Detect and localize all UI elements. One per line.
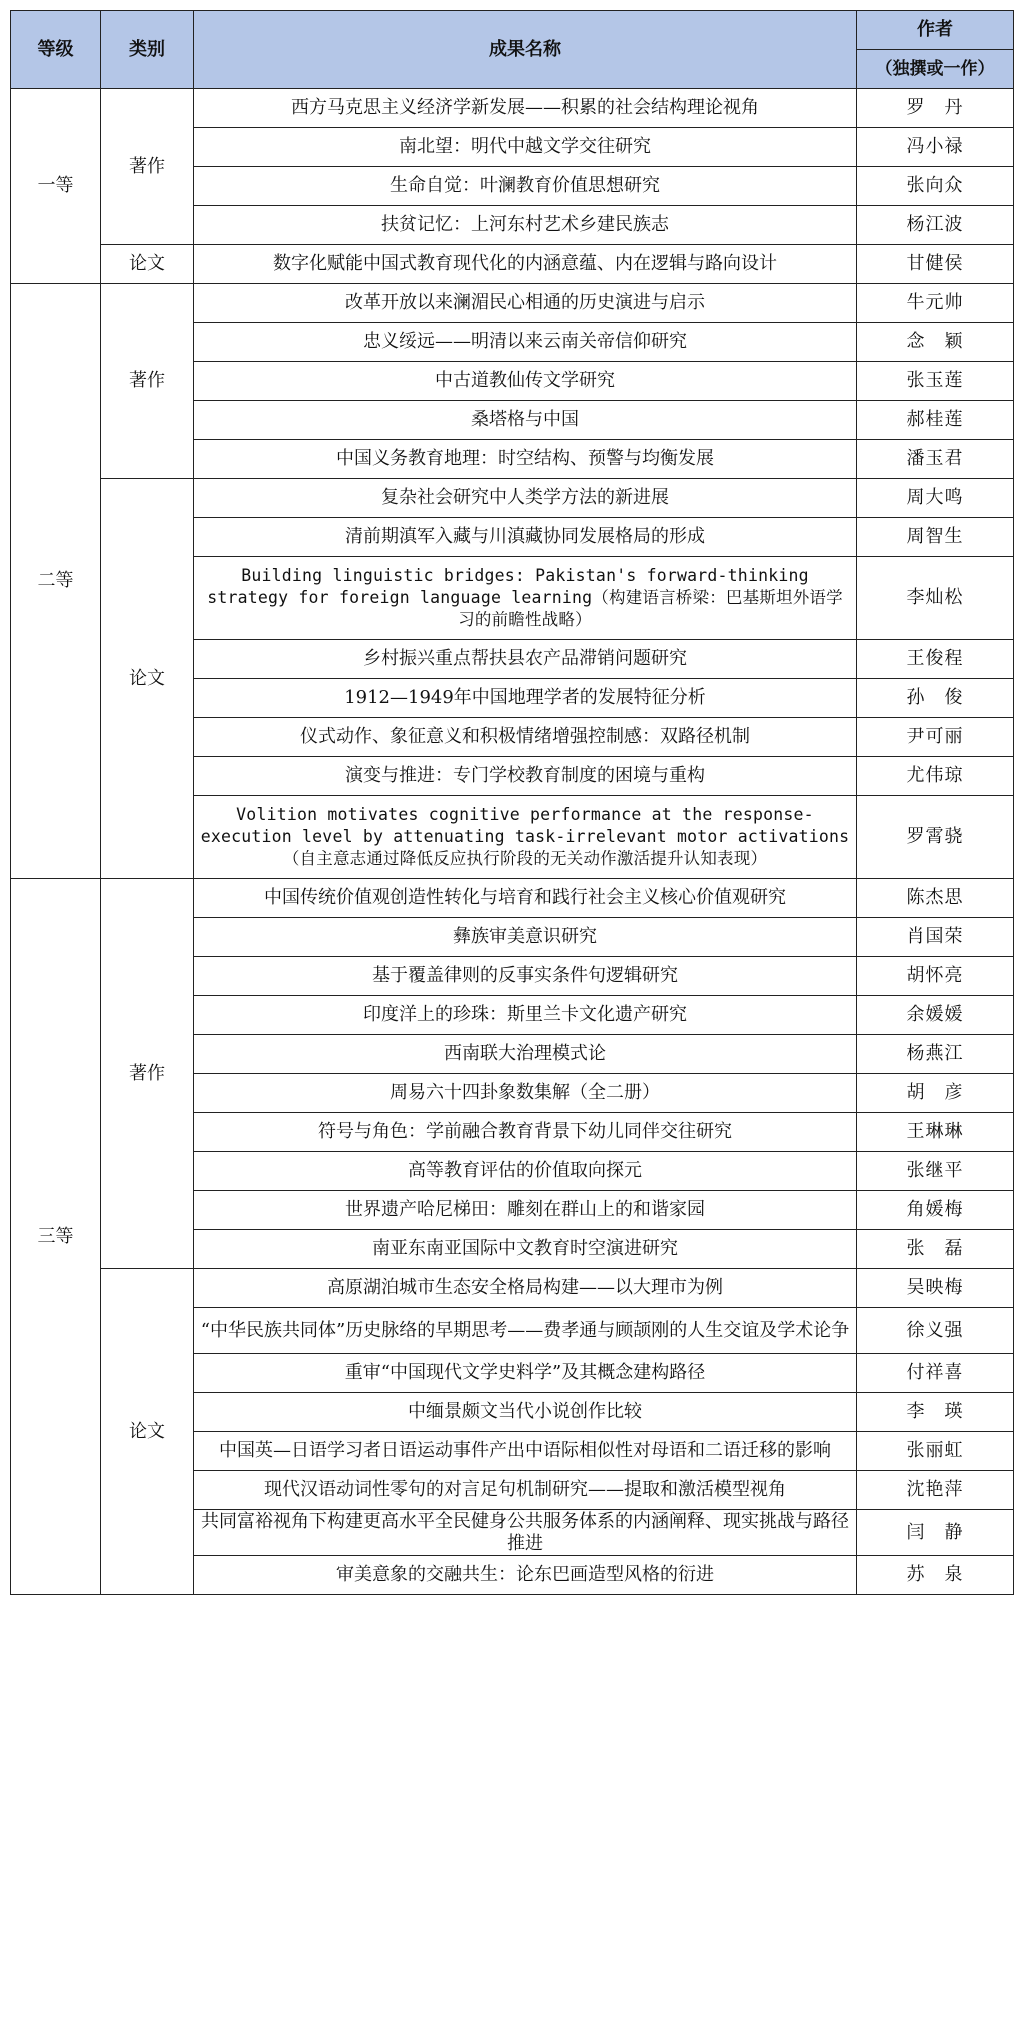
author-cell: 余媛媛 bbox=[857, 996, 1014, 1035]
title-cell: 世界遗产哈尼梯田：雕刻在群山上的和谐家园 bbox=[194, 1191, 857, 1230]
title-cell: “中华民族共同体”历史脉络的早期思考——费孝通与顾颉刚的人生交谊及学术论争 bbox=[194, 1308, 857, 1354]
table-row bbox=[11, 1269, 1014, 1308]
title-cell: 南北望：明代中越文学交往研究 bbox=[194, 128, 857, 167]
author-cell: 闫 静 bbox=[857, 1510, 1014, 1556]
title-cell: 复杂社会研究中人类学方法的新进展 bbox=[194, 479, 857, 518]
grade-cell: 一等 bbox=[11, 89, 101, 284]
title-cell: 中国义务教育地理：时空结构、预警与均衡发展 bbox=[194, 440, 857, 479]
title-cell: 忠义绥远——明清以来云南关帝信仰研究 bbox=[194, 323, 857, 362]
title-cell: Volition motivates cognitive performance at the response-execution level by attenuating task-irrelevant motor activations（自主意志通过降低反应执行阶段的无关动作激活提升认知表现） bbox=[194, 796, 857, 879]
author-cell: 张玉莲 bbox=[857, 362, 1014, 401]
author-cell: 李 瑛 bbox=[857, 1393, 1014, 1432]
header-title: 成果名称 bbox=[194, 11, 857, 89]
author-cell: 苏 泉 bbox=[857, 1556, 1014, 1595]
title-cell: 中缅景颇文当代小说创作比较 bbox=[194, 1393, 857, 1432]
title-cell: 生命自觉：叶澜教育价值思想研究 bbox=[194, 167, 857, 206]
title-cell: 高原湖泊城市生态安全格局构建——以大理市为例 bbox=[194, 1269, 857, 1308]
author-cell: 肖国荣 bbox=[857, 918, 1014, 957]
author-cell: 念 颖 bbox=[857, 323, 1014, 362]
author-cell: 冯小禄 bbox=[857, 128, 1014, 167]
title-cell: 扶贫记忆：上河东村艺术乡建民族志 bbox=[194, 206, 857, 245]
table-body bbox=[11, 89, 1014, 1595]
header-category: 类别 bbox=[101, 11, 194, 89]
grade-cell: 二等 bbox=[11, 284, 101, 879]
table-row bbox=[11, 89, 1014, 128]
title-cell: 高等教育评估的价值取向探元 bbox=[194, 1152, 857, 1191]
header-grade: 等级 bbox=[11, 11, 101, 89]
title-cell: 乡村振兴重点帮扶县农产品滞销问题研究 bbox=[194, 640, 857, 679]
author-cell: 甘健侯 bbox=[857, 245, 1014, 284]
title-cell: Building linguistic bridges: Pakistan's forward-thinking strategy for foreign language learning（构建语言桥梁：巴基斯坦外语学习的前瞻性战略） bbox=[194, 557, 857, 640]
title-cell: 西南联大治理模式论 bbox=[194, 1035, 857, 1074]
author-cell: 付祥喜 bbox=[857, 1354, 1014, 1393]
category-cell: 论文 bbox=[101, 245, 194, 284]
title-cell: 数字化赋能中国式教育现代化的内涵意蕴、内在逻辑与路向设计 bbox=[194, 245, 857, 284]
title-cell: 改革开放以来澜湄民心相通的历史演进与启示 bbox=[194, 284, 857, 323]
title-cell: 周易六十四卦象数集解（全二册） bbox=[194, 1074, 857, 1113]
author-cell: 尹可丽 bbox=[857, 718, 1014, 757]
author-cell: 周智生 bbox=[857, 518, 1014, 557]
author-cell: 周大鸣 bbox=[857, 479, 1014, 518]
category-cell: 论文 bbox=[101, 1269, 194, 1595]
category-cell: 著作 bbox=[101, 89, 194, 245]
author-cell: 王俊程 bbox=[857, 640, 1014, 679]
table-row bbox=[11, 245, 1014, 284]
author-cell: 郝桂莲 bbox=[857, 401, 1014, 440]
author-cell: 徐义强 bbox=[857, 1308, 1014, 1354]
title-cell: 南亚东南亚国际中文教育时空演进研究 bbox=[194, 1230, 857, 1269]
category-cell: 著作 bbox=[101, 879, 194, 1269]
title-cell: 中国传统价值观创造性转化与培育和践行社会主义核心价值观研究 bbox=[194, 879, 857, 918]
table-row bbox=[11, 879, 1014, 918]
author-cell: 沈艳萍 bbox=[857, 1471, 1014, 1510]
header-author-note: （独撰或一作） bbox=[857, 50, 1014, 89]
title-cell: 基于覆盖律则的反事实条件句逻辑研究 bbox=[194, 957, 857, 996]
title-cell: 桑塔格与中国 bbox=[194, 401, 857, 440]
title-cell: 重审“中国现代文学史料学”及其概念建构路径 bbox=[194, 1354, 857, 1393]
author-cell: 陈杰思 bbox=[857, 879, 1014, 918]
title-cell: 印度洋上的珍珠：斯里兰卡文化遗产研究 bbox=[194, 996, 857, 1035]
author-cell: 胡 彦 bbox=[857, 1074, 1014, 1113]
title-cell: 仪式动作、象征意义和积极情绪增强控制感：双路径机制 bbox=[194, 718, 857, 757]
title-cell: 演变与推进：专门学校教育制度的困境与重构 bbox=[194, 757, 857, 796]
category-cell: 论文 bbox=[101, 479, 194, 879]
table-row bbox=[11, 479, 1014, 518]
title-cell: 现代汉语动词性零句的对言足句机制研究——提取和激活模型视角 bbox=[194, 1471, 857, 1510]
title-cell: 中国英—日语学习者日语运动事件产出中语际相似性对母语和二语迁移的影响 bbox=[194, 1432, 857, 1471]
author-cell: 李灿松 bbox=[857, 557, 1014, 640]
author-cell: 尤伟琼 bbox=[857, 757, 1014, 796]
awards-table bbox=[10, 10, 1014, 1595]
table-row bbox=[11, 284, 1014, 323]
title-cell: 1912—1949年中国地理学者的发展特征分析 bbox=[194, 679, 857, 718]
author-cell: 罗 丹 bbox=[857, 89, 1014, 128]
author-cell: 杨江波 bbox=[857, 206, 1014, 245]
title-cell: 符号与角色：学前融合教育背景下幼儿同伴交往研究 bbox=[194, 1113, 857, 1152]
author-cell: 角媛梅 bbox=[857, 1191, 1014, 1230]
author-cell: 张 磊 bbox=[857, 1230, 1014, 1269]
title-cell: 清前期滇军入藏与川滇藏协同发展格局的形成 bbox=[194, 518, 857, 557]
grade-cell: 三等 bbox=[11, 879, 101, 1595]
category-cell: 著作 bbox=[101, 284, 194, 479]
author-cell: 张继平 bbox=[857, 1152, 1014, 1191]
author-cell: 杨燕江 bbox=[857, 1035, 1014, 1074]
title-cell: 共同富裕视角下构建更高水平全民健身公共服务体系的内涵阐释、现实挑战与路径推进 bbox=[194, 1510, 857, 1556]
title-cell: 西方马克思主义经济学新发展——积累的社会结构理论视角 bbox=[194, 89, 857, 128]
title-cell: 彝族审美意识研究 bbox=[194, 918, 857, 957]
author-cell: 张向众 bbox=[857, 167, 1014, 206]
author-cell: 牛元帅 bbox=[857, 284, 1014, 323]
author-cell: 罗霄骁 bbox=[857, 796, 1014, 879]
author-cell: 胡怀亮 bbox=[857, 957, 1014, 996]
author-cell: 王琳琳 bbox=[857, 1113, 1014, 1152]
header-author: 作者 bbox=[857, 11, 1014, 50]
title-cell: 中古道教仙传文学研究 bbox=[194, 362, 857, 401]
author-cell: 吴映梅 bbox=[857, 1269, 1014, 1308]
author-cell: 孙 俊 bbox=[857, 679, 1014, 718]
title-cell: 审美意象的交融共生：论东巴画造型风格的衍进 bbox=[194, 1556, 857, 1595]
author-cell: 张丽虹 bbox=[857, 1432, 1014, 1471]
author-cell: 潘玉君 bbox=[857, 440, 1014, 479]
